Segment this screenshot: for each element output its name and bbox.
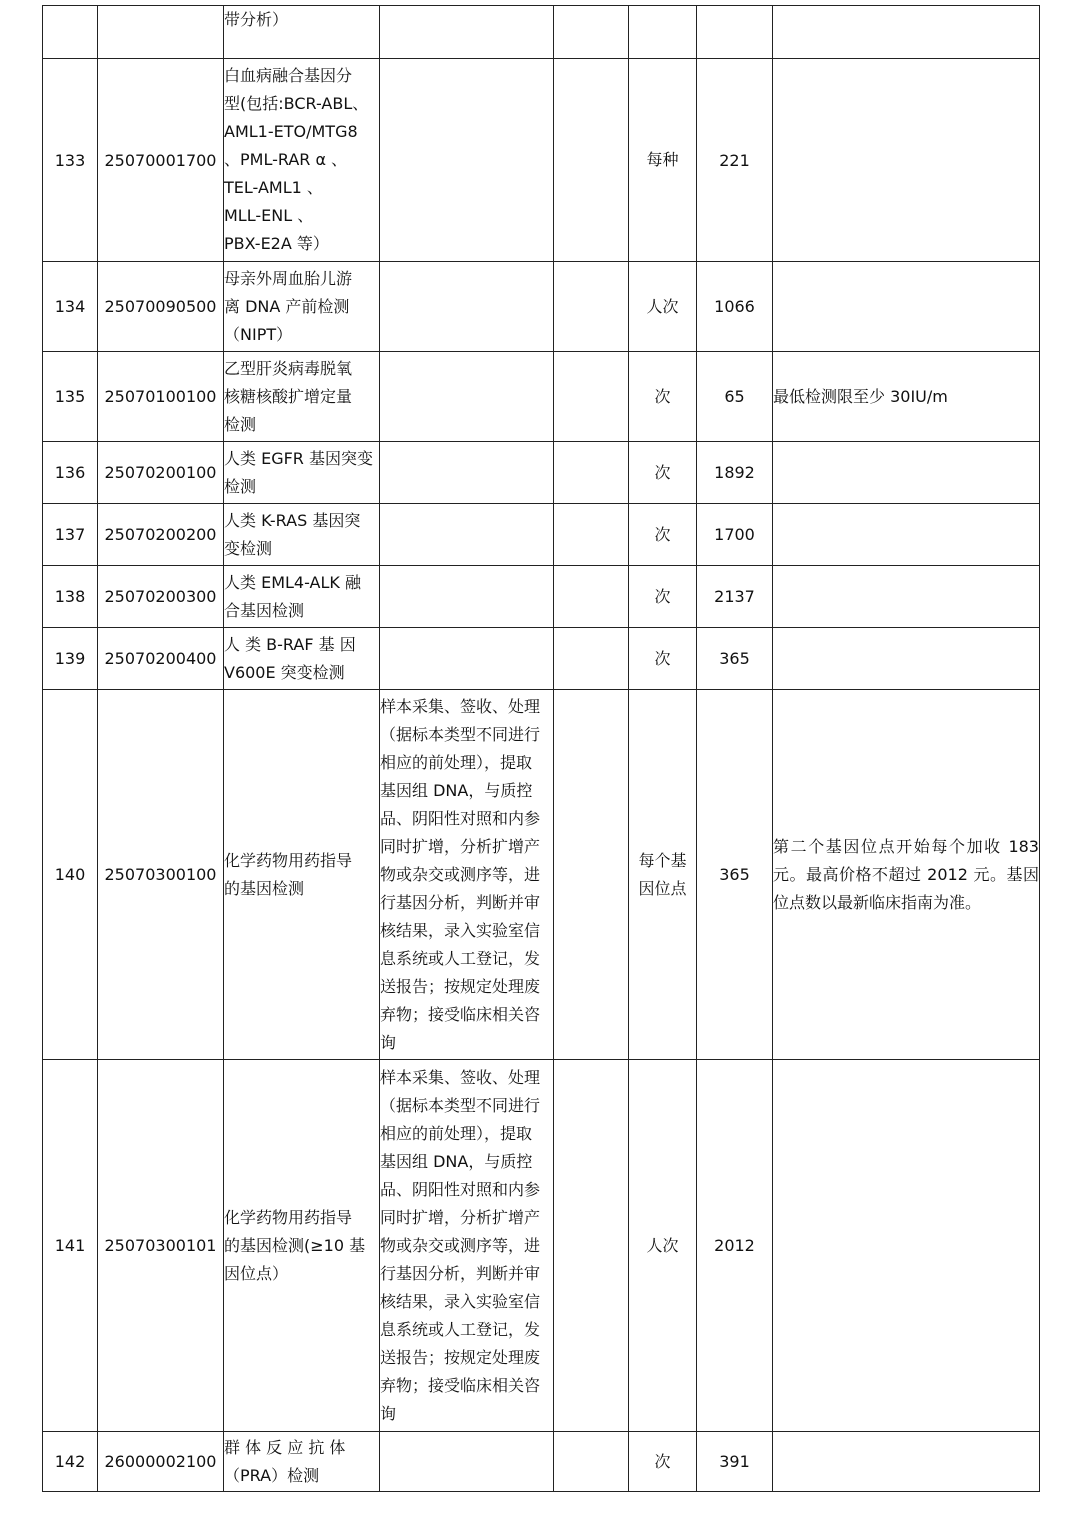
item-name-line: 、PML-RAR α 、 (224, 150, 348, 169)
remark (773, 566, 1040, 628)
item-name-line: TEL-AML1 、 (224, 178, 323, 197)
item-content (380, 59, 554, 262)
item-name (224, 690, 380, 1060)
pricing-unit-line: 人次 (646, 296, 679, 316)
exclusion-cell (554, 504, 629, 566)
row-number: 135 (43, 352, 98, 442)
row-number: 136 (43, 442, 98, 504)
item-content-line: 核结果，录入实验室信 (380, 1291, 541, 1311)
remark: 第二个基因位点开始每个加收 183 元。最高价格不超过 2012 元。基因位点数以最新临床指南为准。 (773, 690, 1040, 1060)
item-name (224, 628, 380, 690)
price: 1700 (697, 504, 773, 566)
pricing-unit-line: 次 (654, 1451, 671, 1471)
pricing-unit (629, 1432, 697, 1492)
price: 1066 (697, 262, 773, 352)
item-name-line: 带分析） (224, 10, 289, 29)
pricing-unit (629, 504, 697, 566)
item-name-line: 人类 EML4-ALK 融 (224, 572, 361, 592)
item-content-line: （据标本类型不同进行 (380, 1095, 541, 1115)
pricing-unit-line: 每个基 (638, 850, 687, 870)
item-content-line: 样本采集、签收、处理 (380, 696, 541, 716)
pricing-unit (629, 690, 697, 1060)
exclusion-cell (554, 6, 629, 59)
table-row (43, 59, 1040, 262)
item-name-lines (224, 847, 379, 903)
item-name (224, 1060, 380, 1432)
pricing-unit (629, 628, 697, 690)
item-content-line: 物或杂交或测序等，进 (380, 1235, 541, 1255)
item-content-line: 息系统或人工登记，发 (380, 1319, 541, 1339)
item-name-line: 变检测 (224, 538, 273, 558)
row-number: 139 (43, 628, 98, 690)
item-name-lines (224, 507, 379, 563)
item-name-lines (224, 6, 379, 34)
item-name-lines (224, 265, 379, 349)
item-content (380, 1432, 554, 1492)
item-content-lines (380, 1064, 553, 1428)
item-name (224, 262, 380, 352)
item-code: 25070200100 (98, 442, 224, 504)
price: 2012 (697, 1060, 773, 1432)
table-row (43, 690, 1040, 1060)
item-name-line: 合基因检测 (224, 600, 305, 620)
remark: 最低检测限至少 30IU/m (773, 352, 1040, 442)
pricing-unit (629, 566, 697, 628)
table-row (43, 352, 1040, 442)
pricing-unit-lines (629, 583, 696, 611)
item-name-lines (224, 1434, 379, 1490)
exclusion-cell (554, 59, 629, 262)
item-name (224, 504, 380, 566)
item-code: 25070300101 (98, 1060, 224, 1432)
table-row (43, 6, 1040, 59)
item-name-lines (224, 445, 379, 501)
remark (773, 6, 1040, 59)
item-name (224, 442, 380, 504)
item-content-line: 同时扩增，分析扩增产 (380, 836, 541, 856)
item-content (380, 690, 554, 1060)
pricing-unit (629, 59, 697, 262)
item-name-line: AML1-ETO/MTG8 (224, 122, 358, 141)
table-body (43, 6, 1040, 1492)
item-code: 25070100100 (98, 352, 224, 442)
item-name (224, 6, 380, 59)
pricing-unit-line: 次 (654, 462, 671, 482)
remark (773, 442, 1040, 504)
exclusion-cell (554, 352, 629, 442)
pricing-unit-line: 次 (654, 648, 671, 668)
pricing-unit (629, 352, 697, 442)
item-content-line: （据标本类型不同进行 (380, 724, 541, 744)
pricing-unit-lines (629, 847, 696, 903)
pricing-unit-line: 次 (654, 386, 671, 406)
exclusion-cell (554, 442, 629, 504)
remark (773, 59, 1040, 262)
table-row (43, 504, 1040, 566)
item-content-line: 相应的前处理），提取 (380, 1123, 533, 1143)
item-content-line: 物或杂交或测序等，进 (380, 864, 541, 884)
table-row (43, 262, 1040, 352)
pricing-unit-lines (629, 459, 696, 487)
table-row (43, 1432, 1040, 1492)
item-code: 25070200300 (98, 566, 224, 628)
item-name-line: 群 体 反 应 抗 体 (224, 1437, 346, 1457)
exclusion-cell (554, 1432, 629, 1492)
pricing-unit-lines (629, 521, 696, 549)
item-name-line: 检测 (224, 476, 257, 496)
table-row (43, 628, 1040, 690)
item-content-line: 送报告；按规定处理废 (380, 976, 541, 996)
item-code: 25070300100 (98, 690, 224, 1060)
item-content-line: 息系统或人工登记，发 (380, 948, 541, 968)
item-content-line: 样本采集、签收、处理 (380, 1067, 541, 1087)
item-content (380, 1060, 554, 1432)
item-content-line: 弃物；接受临床相关咨 (380, 1004, 541, 1024)
pricing-unit-lines (629, 645, 696, 673)
item-name (224, 566, 380, 628)
price: 391 (697, 1432, 773, 1492)
item-code (98, 6, 224, 59)
item-content-line: 询 (380, 1403, 397, 1423)
item-code: 25070001700 (98, 59, 224, 262)
exclusion-cell (554, 628, 629, 690)
table-row (43, 1060, 1040, 1432)
row-number: 140 (43, 690, 98, 1060)
item-name-line: 型(包括:BCR-ABL、 (224, 94, 369, 113)
item-name-line: 化学药物用药指导 (224, 850, 353, 870)
item-content-line: 同时扩增，分析扩增产 (380, 1207, 541, 1227)
item-name-lines (224, 569, 379, 625)
table-row (43, 442, 1040, 504)
price: 365 (697, 628, 773, 690)
item-name-line: 检测 (224, 414, 257, 434)
item-code: 26000002100 (98, 1432, 224, 1492)
item-content (380, 262, 554, 352)
item-name-lines (224, 62, 379, 258)
item-code: 25070200400 (98, 628, 224, 690)
item-content (380, 628, 554, 690)
item-name-lines (224, 355, 379, 439)
pricing-unit-lines (629, 146, 696, 174)
item-content-line: 行基因分析，判断并审 (380, 1263, 541, 1283)
item-name-line: 人类 K-RAS 基因突 (224, 510, 361, 530)
item-name-line: 白血病融合基因分 (224, 66, 353, 85)
item-name-lines (224, 631, 379, 687)
row-number (43, 6, 98, 59)
item-name-line: 化学药物用药指导 (224, 1207, 353, 1227)
row-number: 133 (43, 59, 98, 262)
item-content-line: 核结果，录入实验室信 (380, 920, 541, 940)
item-content-line: 弃物；接受临床相关咨 (380, 1375, 541, 1395)
row-number: 134 (43, 262, 98, 352)
table-row (43, 566, 1040, 628)
pricing-unit-line: 因位点 (638, 878, 687, 898)
item-name-line: V600E 突变检测 (224, 662, 345, 682)
exclusion-cell (554, 1060, 629, 1432)
item-content-lines (380, 693, 553, 1057)
pricing-unit-line: 每种 (646, 150, 679, 169)
pricing-unit (629, 6, 697, 59)
item-content (380, 504, 554, 566)
pricing-unit (629, 442, 697, 504)
item-name-line: 乙型肝炎病毒脱氧 (224, 358, 353, 378)
item-name-line: 母亲外周血胎儿游 (224, 268, 353, 288)
item-content-line: 基因组 DNA，与质控 (380, 1151, 533, 1171)
price: 221 (697, 59, 773, 262)
row-number: 137 (43, 504, 98, 566)
exclusion-cell (554, 566, 629, 628)
item-name-line: PBX-E2A 等） (224, 234, 329, 253)
item-name-line: MLL-ENL 、 (224, 206, 314, 225)
price: 2137 (697, 566, 773, 628)
exclusion-cell (554, 262, 629, 352)
item-content-line: 行基因分析，判断并审 (380, 892, 541, 912)
item-content-line: 送报告；按规定处理废 (380, 1347, 541, 1367)
remark (773, 628, 1040, 690)
item-content-line: 品、阴阳性对照和内参 (380, 1179, 541, 1199)
pricing-unit-lines (629, 1232, 696, 1260)
item-name-line: 离 DNA 产前检测 (224, 296, 350, 316)
pricing-unit-line: 次 (654, 586, 671, 606)
fee-table (42, 5, 1040, 1492)
item-content (380, 566, 554, 628)
item-name (224, 352, 380, 442)
item-name-lines (224, 1204, 379, 1288)
pricing-unit-lines (629, 1448, 696, 1476)
row-number: 138 (43, 566, 98, 628)
row-number: 142 (43, 1432, 98, 1492)
remark (773, 504, 1040, 566)
pricing-unit (629, 1060, 697, 1432)
pricing-unit-lines (629, 293, 696, 321)
item-content (380, 442, 554, 504)
item-name-line: 人类 EGFR 基因突变 (224, 448, 374, 468)
pricing-unit-line: 次 (654, 524, 671, 544)
price: 1892 (697, 442, 773, 504)
pricing-unit-line: 人次 (646, 1235, 679, 1255)
item-code: 25070200200 (98, 504, 224, 566)
item-name (224, 59, 380, 262)
item-code: 25070090500 (98, 262, 224, 352)
pricing-unit-lines (629, 383, 696, 411)
remark (773, 1432, 1040, 1492)
item-content-line: 询 (380, 1032, 397, 1052)
item-content (380, 352, 554, 442)
item-content-line: 品、阴阳性对照和内参 (380, 808, 541, 828)
item-name-line: （PRA）检测 (224, 1465, 320, 1485)
item-name-line: 因位点） (224, 1263, 289, 1283)
item-name-line: 人 类 B-RAF 基 因 (224, 634, 356, 654)
price (697, 6, 773, 59)
exclusion-cell (554, 690, 629, 1060)
item-name (224, 1432, 380, 1492)
pricing-unit (629, 262, 697, 352)
price: 365 (697, 690, 773, 1060)
row-number: 141 (43, 1060, 98, 1432)
remark (773, 1060, 1040, 1432)
price: 65 (697, 352, 773, 442)
item-name-line: 的基因检测(≥10 基 (224, 1235, 366, 1255)
item-content-line: 基因组 DNA，与质控 (380, 780, 533, 800)
remark (773, 262, 1040, 352)
item-name-line: 核糖核酸扩增定量 (224, 386, 353, 406)
item-name-line: （NIPT） (224, 324, 293, 344)
item-content (380, 6, 554, 59)
item-name-line: 的基因检测 (224, 878, 305, 898)
item-content-line: 相应的前处理），提取 (380, 752, 533, 772)
